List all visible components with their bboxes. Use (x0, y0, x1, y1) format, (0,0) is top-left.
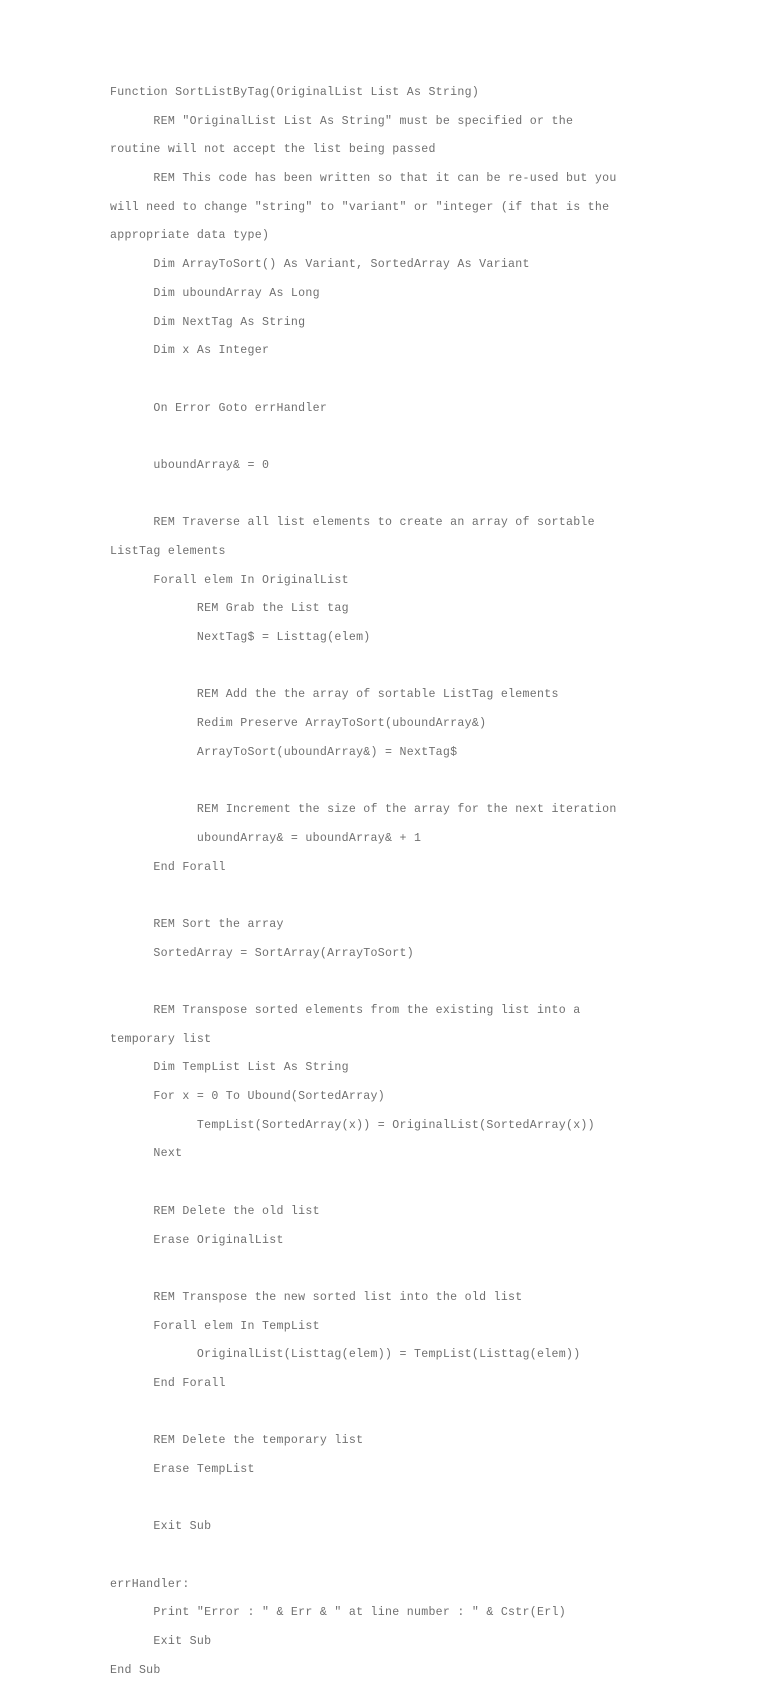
code-line: REM Delete the temporary list (110, 1434, 364, 1448)
code-line: Erase TempList (110, 1463, 255, 1476)
code-line: will need to change "string" to "variant" or "integer (if that is the (110, 200, 610, 214)
code-line: End Forall (110, 860, 226, 874)
code-line (110, 975, 730, 989)
code-line (110, 889, 730, 903)
code-line (110, 775, 730, 789)
code-line: uboundArray& = uboundArray& + 1 (110, 831, 422, 845)
code-line: REM Grab the List tag (110, 602, 349, 616)
code-line: Next (110, 1147, 183, 1161)
code-line: REM Sort the array (110, 917, 284, 931)
code-line: REM Transpose the new sorted list into the old list (110, 1290, 523, 1304)
code-line: End Sub (110, 1663, 161, 1677)
code-line: REM Increment the size of the array for the next iteration (110, 803, 617, 817)
code-line: For x = 0 To Ubound(SortedArray) (110, 1090, 386, 1104)
code-line: REM Transpose sorted elements from the existing list into a (110, 1004, 581, 1017)
code-line: Dim x As Integer (110, 344, 270, 358)
code-line (110, 1492, 730, 1506)
code-line: ListTag elements (110, 545, 226, 558)
code-line: REM "OriginalList List As String" must be specified or the (110, 114, 574, 128)
code-line: Forall elem In OriginalList (110, 573, 349, 587)
code-line: Dim NextTag As String (110, 315, 306, 329)
code-line: routine will not accept the list being passed (110, 143, 436, 157)
code-line (110, 1406, 730, 1420)
code-line: Dim uboundArray As Long (110, 286, 320, 300)
code-line: REM Add the the array of sortable ListTag elements (110, 688, 559, 702)
code-line (110, 1262, 730, 1276)
code-line: OriginalList(Listtag(elem)) = TempList(Listtag(elem)) (110, 1348, 581, 1362)
code-line: TempList(SortedArray(x)) = OriginalList(SortedArray(x)) (110, 1118, 595, 1132)
code-line: temporary list (110, 1032, 212, 1046)
code-line (110, 660, 730, 674)
code-line: Redim Preserve ArrayToSort(uboundArray&) (110, 717, 487, 731)
code-line: REM Traverse all list elements to create an array of sortable (110, 516, 595, 530)
code-line: Function SortListByTag(OriginalList List As String) (110, 86, 480, 99)
code-line: Erase OriginalList (110, 1233, 284, 1247)
code-line: uboundArray& = 0 (110, 458, 270, 472)
code-line: Forall elem In TempList (110, 1319, 320, 1333)
code-line: Exit Sub (110, 1635, 212, 1649)
code-line: NextTag$ = Listtag(elem) (110, 631, 371, 645)
code-line (110, 430, 730, 444)
code-line: On Error Goto errHandler (110, 401, 328, 415)
code-line: REM Delete the old list (110, 1204, 320, 1218)
code-line: SortedArray = SortArray(ArrayToSort) (110, 946, 414, 960)
code-line: REM This code has been written so that it can be re-used but you (110, 172, 617, 186)
code-line (110, 373, 730, 387)
code-line: Print "Error : " & Err & " at line number : " & Cstr(Erl) (110, 1606, 566, 1620)
code-line: ArrayToSort(uboundArray&) = NextTag$ (110, 745, 458, 759)
code-line (110, 1176, 730, 1190)
code-line (110, 488, 730, 502)
code-line: errHandler: (110, 1577, 190, 1591)
code-listing (110, 86, 730, 1693)
code-line: End Forall (110, 1376, 226, 1390)
code-line (110, 1549, 730, 1563)
code-line: Dim TempList List As String (110, 1061, 349, 1075)
code-line: Exit Sub (110, 1520, 212, 1534)
code-line: appropriate data type) (110, 229, 270, 243)
code-line: Dim ArrayToSort() As Variant, SortedArray As Variant (110, 258, 530, 272)
